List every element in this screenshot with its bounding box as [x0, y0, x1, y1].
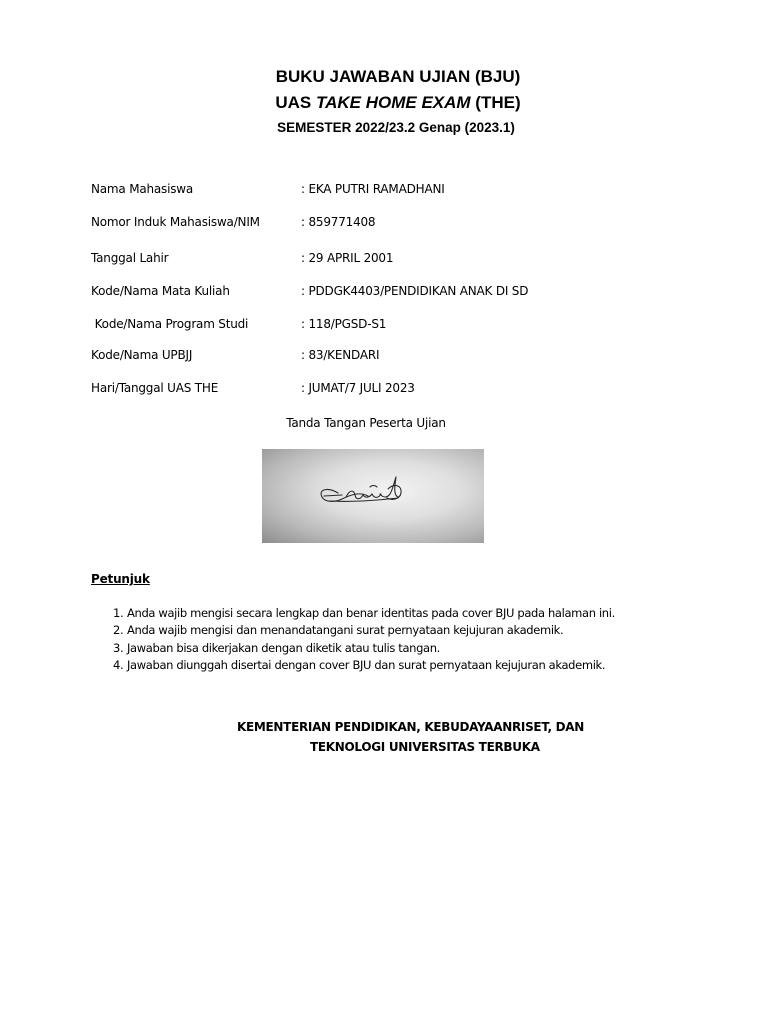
- subtitle-prefix: UAS: [275, 93, 316, 112]
- field-label-nama: Nama Mahasiswa: [91, 182, 194, 196]
- list-number: 4.: [113, 657, 124, 672]
- instructions-title: Petunjuk: [91, 572, 150, 586]
- signature-caption: Tanda Tangan Peserta Ujian: [286, 416, 446, 430]
- list-text: Anda wajib mengisi dan menandatangani surat pernyataan kejujuran akademik.: [127, 623, 564, 638]
- signature-scribble: [262, 449, 484, 543]
- list-text: Jawaban bisa dikerjakan dengan diketik atau tulis tangan.: [127, 640, 440, 655]
- footer-line-1: KEMENTERIAN PENDIDIKAN, KEBUDAYAANRISET, DAN: [237, 720, 585, 734]
- list-number: 2.: [113, 623, 124, 638]
- field-label-tanggal-uas: Hari/Tanggal UAS THE: [91, 381, 219, 395]
- list-text: Jawaban diunggah disertai dengan cover BJU dan surat pernyataan kejujuran akademik.: [127, 657, 606, 672]
- signature-image: [262, 449, 484, 543]
- field-label-tanggal-lahir: Tanggal Lahir: [91, 251, 169, 265]
- field-value-program-studi: : 118/PGSD-S1: [301, 317, 387, 331]
- field-value-upbjj: : 83/KENDARI: [301, 348, 380, 362]
- subtitle-suffix: (THE): [470, 93, 521, 112]
- list-number: 3.: [113, 640, 124, 655]
- footer-line-2: TEKNOLOGI UNIVERSITAS TERBUKA: [310, 740, 540, 754]
- field-label-upbjj: Kode/Nama UPBJJ: [91, 348, 193, 362]
- field-value-tanggal-uas: : JUMAT/7 JULI 2023: [301, 381, 415, 395]
- field-value-mata-kuliah: : PDDGK4403/PENDIDIKAN ANAK DI SD: [301, 284, 529, 298]
- semester-line: SEMESTER 2022/23.2 Genap (2023.1): [277, 120, 515, 135]
- subtitle-italic: TAKE HOME EXAM: [316, 93, 471, 112]
- document-title: BUKU JAWABAN UJIAN (BJU): [275, 67, 521, 86]
- field-label-mata-kuliah: Kode/Nama Mata Kuliah: [91, 284, 230, 298]
- list-number: 1.: [113, 606, 124, 620]
- field-label-nim: Nomor Induk Mahasiswa/NIM: [91, 215, 260, 229]
- list-text: Anda wajib mengisi secara lengkap dan benar identitas pada cover BJU pada halaman ini.: [127, 606, 615, 620]
- field-label-program-studi: Kode/Nama Program Studi: [91, 317, 249, 331]
- field-value-tanggal-lahir: : 29 APRIL 2001: [301, 251, 394, 265]
- field-value-nama: : EKA PUTRI RAMADHANI: [301, 182, 445, 196]
- field-value-nim: : 859771408: [301, 215, 376, 229]
- document-subtitle: [0, 93, 768, 113]
